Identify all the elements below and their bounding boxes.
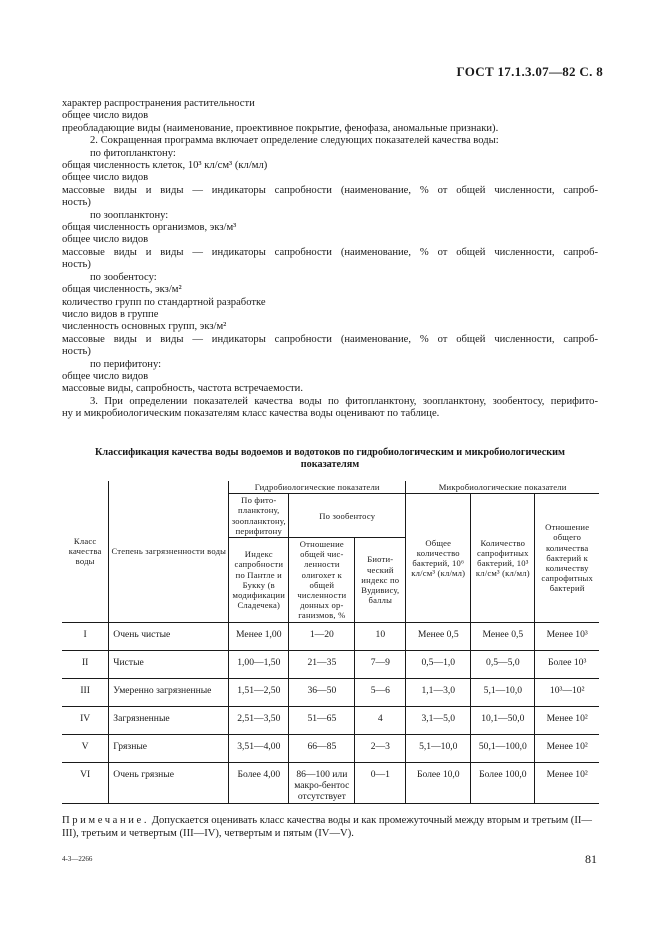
table-cell: 2,51—3,50 [229, 706, 289, 734]
table-cell: Менее 0,5 [406, 622, 471, 650]
body-line: общее число видов [62, 172, 149, 184]
table-cell: 0,5—5,0 [471, 650, 535, 678]
table-cell: 10,1—50,0 [471, 706, 535, 734]
table-row [62, 734, 599, 762]
table-row [62, 622, 599, 650]
header-saprobity-index: Индекс сапробности по Пантле и Букку (в модификации Сладечека) [229, 538, 289, 623]
body-line: общее число видов [62, 110, 149, 122]
table-cell: Менее 1,00 [229, 622, 289, 650]
header-oligochaete-ratio: Отношение общей чис-ленности олигохет к общей численности донных ор-ганизмов, % [289, 538, 355, 623]
table-cell: 2—3 [355, 734, 406, 762]
table-cell: 1,00—1,50 [229, 650, 289, 678]
table-cell: III [62, 678, 109, 706]
header-bacteria-ratio: Отношение общего количества бактерий к количеству сапрофитных бактерий [535, 494, 599, 622]
header-phytoplankton: По фито-планктону, зоопланктону, перифитону [229, 494, 289, 538]
table-cell: V [62, 734, 109, 762]
table-cell: IV [62, 706, 109, 734]
body-line: 3. При определении показателей качества воды по фитопланктону, зоопланктону, зообентосу, перифито- [90, 395, 598, 407]
header-class: Класс качества воды [62, 481, 109, 622]
table-cell: Более 10³ [535, 650, 599, 678]
table-cell: 0—1 [355, 762, 406, 804]
table-cell: 7—9 [355, 650, 406, 678]
table-cell: 1,51—2,50 [229, 678, 289, 706]
table-row [62, 706, 599, 734]
running-title: ГОСТ 17.1.3.07—82 С. 8 [456, 64, 603, 79]
body-line: 2. Сокращенная программа включает определение следующих показателей качества воды: [90, 135, 499, 147]
table-cell: Более 4,00 [229, 762, 289, 804]
body-line: общее число видов [62, 234, 149, 246]
table-title-line-2: показателям [300, 459, 360, 470]
body-line: общая численность организмов, экз/м³ [62, 222, 237, 234]
body-line: массовые виды и виды — индикаторы сапробности (наименование, % от общей численности, сапроб- [62, 333, 598, 345]
header-total-bacteria: Общее количество бактерий, 10⁶ кл/см³ (кл/мл) [406, 494, 471, 622]
table-cell: 1,1—3,0 [406, 678, 471, 706]
body-line: массовые виды и виды — индикаторы сапробности (наименование, % от общей численности, сапроб- [62, 184, 598, 196]
body-line: ность) [62, 197, 91, 209]
table-cell: 10 [355, 622, 406, 650]
table-cell: 4 [355, 706, 406, 734]
table-cell: Очень чистые [109, 622, 229, 650]
body-line: общая численность клеток, 10³ кл/см³ (кл/мл) [62, 160, 268, 172]
header-zoobenthos: По зообентосу [289, 494, 406, 538]
body-line: по перифитону: [90, 358, 162, 370]
body-line: ность) [62, 346, 91, 358]
table-cell: Более 100,0 [471, 762, 535, 804]
body-line: ну и микробиологическим показателям класс качества воды оценивают по таблице. [62, 408, 440, 420]
body-line: преобладающие виды (наименование, проективное покрытие, фенофаза, аномальные признаки). [62, 122, 499, 134]
header-microbiological: Микробиологические показатели [406, 481, 599, 494]
classification-table [62, 481, 599, 804]
table-cell: Менее 10² [535, 762, 599, 804]
body-line: массовые виды и виды — индикаторы сапробности (наименование, % от общей численности, сапроб- [62, 246, 598, 258]
body-line: численность основных групп, экз/м² [62, 321, 227, 333]
table-cell: 50,1—100,0 [471, 734, 535, 762]
body-line: массовые виды, сапробность, частота встречаемости. [62, 383, 303, 395]
table-cell: Менее 10² [535, 734, 599, 762]
table-cell: 5—6 [355, 678, 406, 706]
table-cell: VI [62, 762, 109, 804]
table-cell: 0,5—1,0 [406, 650, 471, 678]
print-code: 4-3—2266 [62, 855, 93, 863]
body-line: по фитопланктону: [90, 147, 176, 159]
table-cell: Менее 10³ [535, 622, 599, 650]
table-cell: Менее 10² [535, 706, 599, 734]
table-cell: II [62, 650, 109, 678]
note-label: Примечание. [62, 815, 150, 826]
table-cell: 1—20 [289, 622, 355, 650]
table-cell: 10³—10² [535, 678, 599, 706]
body-line: общее число видов [62, 370, 149, 382]
body-line: ность) [62, 259, 91, 271]
body-line: по зоопланктону: [90, 209, 169, 221]
table-cell: Более 10,0 [406, 762, 471, 804]
table-cell: 5,1—10,0 [406, 734, 471, 762]
table-cell: 36—50 [289, 678, 355, 706]
table-cell: Умеренно загрязненные [109, 678, 229, 706]
table-cell: 66—85 [289, 734, 355, 762]
body-line: число видов в группе [62, 308, 159, 320]
table-cell: Загрязненные [109, 706, 229, 734]
table-cell: Менее 0,5 [471, 622, 535, 650]
header-degree: Степень загрязненности воды [109, 481, 229, 622]
table-cell: 86—100 или макро-бентос отсутствует [289, 762, 355, 804]
header-saprophytic-bacteria: Количество сапрофитных бактерий, 10³ кл/см³ (кл/мл) [471, 494, 535, 622]
table-title-line-1: Классификация качества воды водоемов и водотоков по гидробиологическим и микробиологическим [95, 447, 565, 458]
body-line: количество групп по стандартной разработке [62, 296, 266, 308]
table-row [62, 678, 599, 706]
body-line: общая численность, экз/м² [62, 284, 182, 296]
table-title [62, 447, 598, 471]
table-cell: I [62, 622, 109, 650]
body-line: по зообентосу: [90, 271, 157, 283]
table-cell: 3,1—5,0 [406, 706, 471, 734]
body-line: характер распространения растительности [62, 98, 255, 109]
body-text [62, 98, 598, 421]
table-cell: Грязные [109, 734, 229, 762]
table-cell: 51—65 [289, 706, 355, 734]
table-note [62, 815, 598, 841]
header-biotic-index: Биоти-ческий индекс по Вудивису, баллы [355, 538, 406, 623]
table-cell: 3,51—4,00 [229, 734, 289, 762]
table-cell: 5,1—10,0 [471, 678, 535, 706]
table-row [62, 650, 599, 678]
table-cell: 21—35 [289, 650, 355, 678]
table-cell: Очень грязные [109, 762, 229, 804]
table-cell: Чистые [109, 650, 229, 678]
table-row [62, 762, 599, 804]
page-number: 81 [585, 852, 597, 866]
note-text: Допускается оценивать класс качества воды и как промежуточный между вторым и третьим (II—III), третьим и четвертым (III—IV), четвертым и пятым (IV—V). [62, 815, 592, 839]
header-hydrobiological: Гидробиологические показатели [229, 481, 406, 494]
